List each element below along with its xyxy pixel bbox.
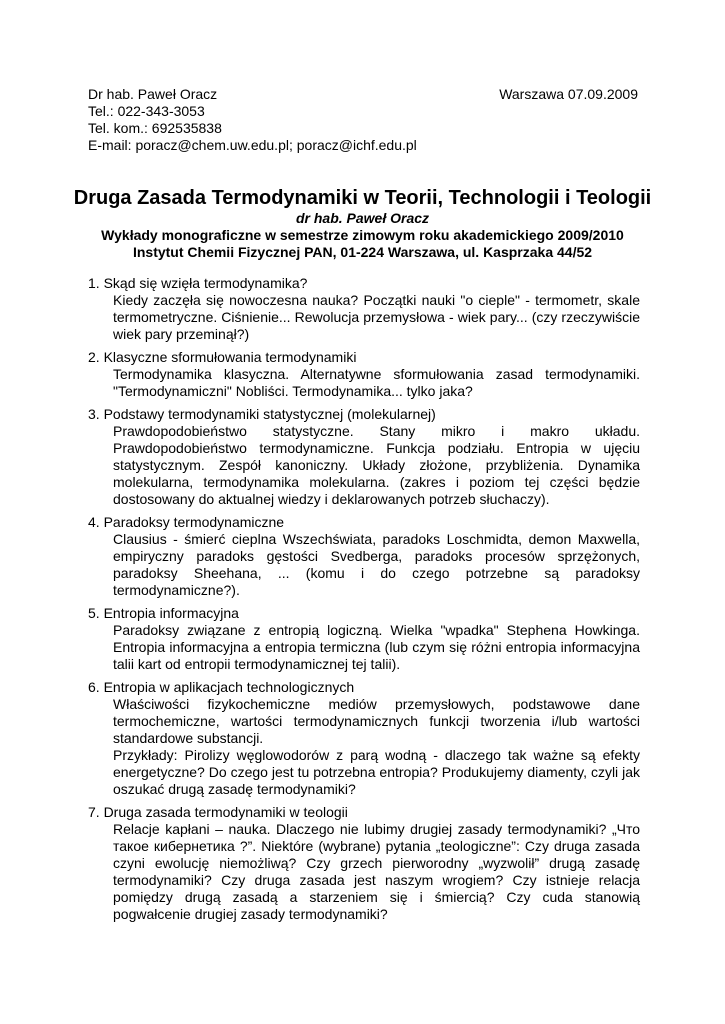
section-heading: 1. Skąd się wzięła termodynamika? [88,275,308,291]
section-paragraph: Clausius - śmierć cieplna Wszechświata, paradoks Loschmidta, demon Maxwella, empiryczny paradoks gęstości Svedberga, paradoks procesów sprzężonych, paradoksy Sheehana, ... (komu i do czego potrzebne są paradoksy termodynamiczne?). [113,531,640,598]
section-paragraph: Relacje kapłani – nauka. Dlaczego nie lubimy drugiej zasady termodynamiki? „Что такое кибернетика ?”. Niektóre (wybrane) pytania „teologiczne”: Czy druga zasada czyni ewolucję niemożliwą? Czy grzech pierworodny „wyzwolił” drugą zasadę termodynamiki? Czy druga zasada jest naszym wrogiem? Czy istnieje relacja pomiędzy drugą zasadą a starzeniem się i śmiercią? Czy cuda stanowią pogwałcenie drugiej zasady termodynamiki? [113,821,640,922]
title-block [60,186,665,261]
email-line: E-mail: poracz@chem.uw.edu.pl; poracz@ichf.edu.pl [88,137,417,153]
section-body [113,366,640,400]
section-heading: 4. Paradoksy termodynamiczne [88,514,285,530]
section-3 [88,406,640,508]
section-body [113,423,640,508]
section-paragraph: Właściwości fizykochemiczne mediów przemysłowych, podstawowe dane termochemiczne, wartości termodynamicznych funkcji tworzenia i/lub wartości standardowe substancji. [113,696,640,746]
phone-line: Tel.: 022-343-3053 [88,103,205,119]
mobile-line: Tel. kom.: 692535838 [88,120,222,136]
document-author: dr hab. Paweł Oracz [295,210,430,226]
institute-line: Instytut Chemii Fizycznej PAN, 01-224 Warszawa, ul. Kasprzaka 44/52 [132,244,593,260]
section-heading: 7. Druga zasada termodynamiki w teologii [88,804,348,820]
section-body [113,821,640,923]
section-paragraph: Prawdopodobieństwo statystyczne. Stany mikro i makro układu. Prawdopodobieństwo termodynamiczne. Funkcja podziału. Entropia w ujęciu statystycznym. Zespół kanoniczny. Układy złożone, przybliżenia. Dynamika molekularna, termodynamika molekularna. (zakres i poziom tej części będzie dostosowany do aktualnej wiedzy i deklarowanych potrzeb słuchaczy). [113,423,640,507]
section-body [113,292,640,343]
course-line: Wykłady monograficzne w semestrze zimowym roku akademickiego 2009/2010 [101,227,624,243]
section-paragraph: Kiedy zaczęła się nowoczesna nauka? Początki nauki "o cieple" - termometr, skale termometryczne. Ciśnienie... Rewolucja przemysłowa - wiek pary... (czy rzeczywiście wiek pary przeminął?) [113,292,640,342]
section-body [113,622,640,673]
section-paragraph: Paradoksy związane z entropią logiczną. Wielka "wpadka" Stephena Howkinga. Entropia informacyjna a entropia termiczna (lub czym się różni entropia informacyjna talii kart od entropii termodynamicznej tej talii). [113,622,640,672]
section-heading: 3. Podstawy termodynamiki statystycznej (molekularnej) [88,406,436,422]
document-title: Druga Zasada Termodynamiki w Teorii, Technologii i Teologii [73,187,652,209]
section-body [113,531,640,599]
section-1 [88,275,640,343]
syllabus-sections [88,275,640,929]
section-2 [88,349,640,400]
date-line: Warszawa 07.09.2009 [499,86,638,102]
section-5 [88,605,640,673]
author-name: Dr hab. Paweł Oracz [88,86,218,102]
section-4 [88,514,640,599]
section-heading: 2. Klasyczne sformułowania termodynamiki [88,349,357,365]
letter-header [88,86,638,154]
section-heading: 5. Entropia informacyjna [88,605,239,621]
section-6 [88,679,640,798]
section-paragraph: Przykłady: Pirolizy węglowodorów z parą wodną - dlaczego tak ważne są efekty energetyczne? Do czego jest tu potrzebna entropia? Produkujemy diamenty, czyli jak oszukać drugą zasadę termodynamiki? [113,747,640,797]
section-heading: 6. Entropia w aplikacjach technologicznych [88,679,355,695]
section-body [113,696,640,798]
section-paragraph: Termodynamika klasyczna. Alternatywne sformułowania zasad termodynamiki. "Termodynamiczni" Nobliści. Termodynamika... tylko jaka? [113,366,640,399]
section-7 [88,804,640,923]
